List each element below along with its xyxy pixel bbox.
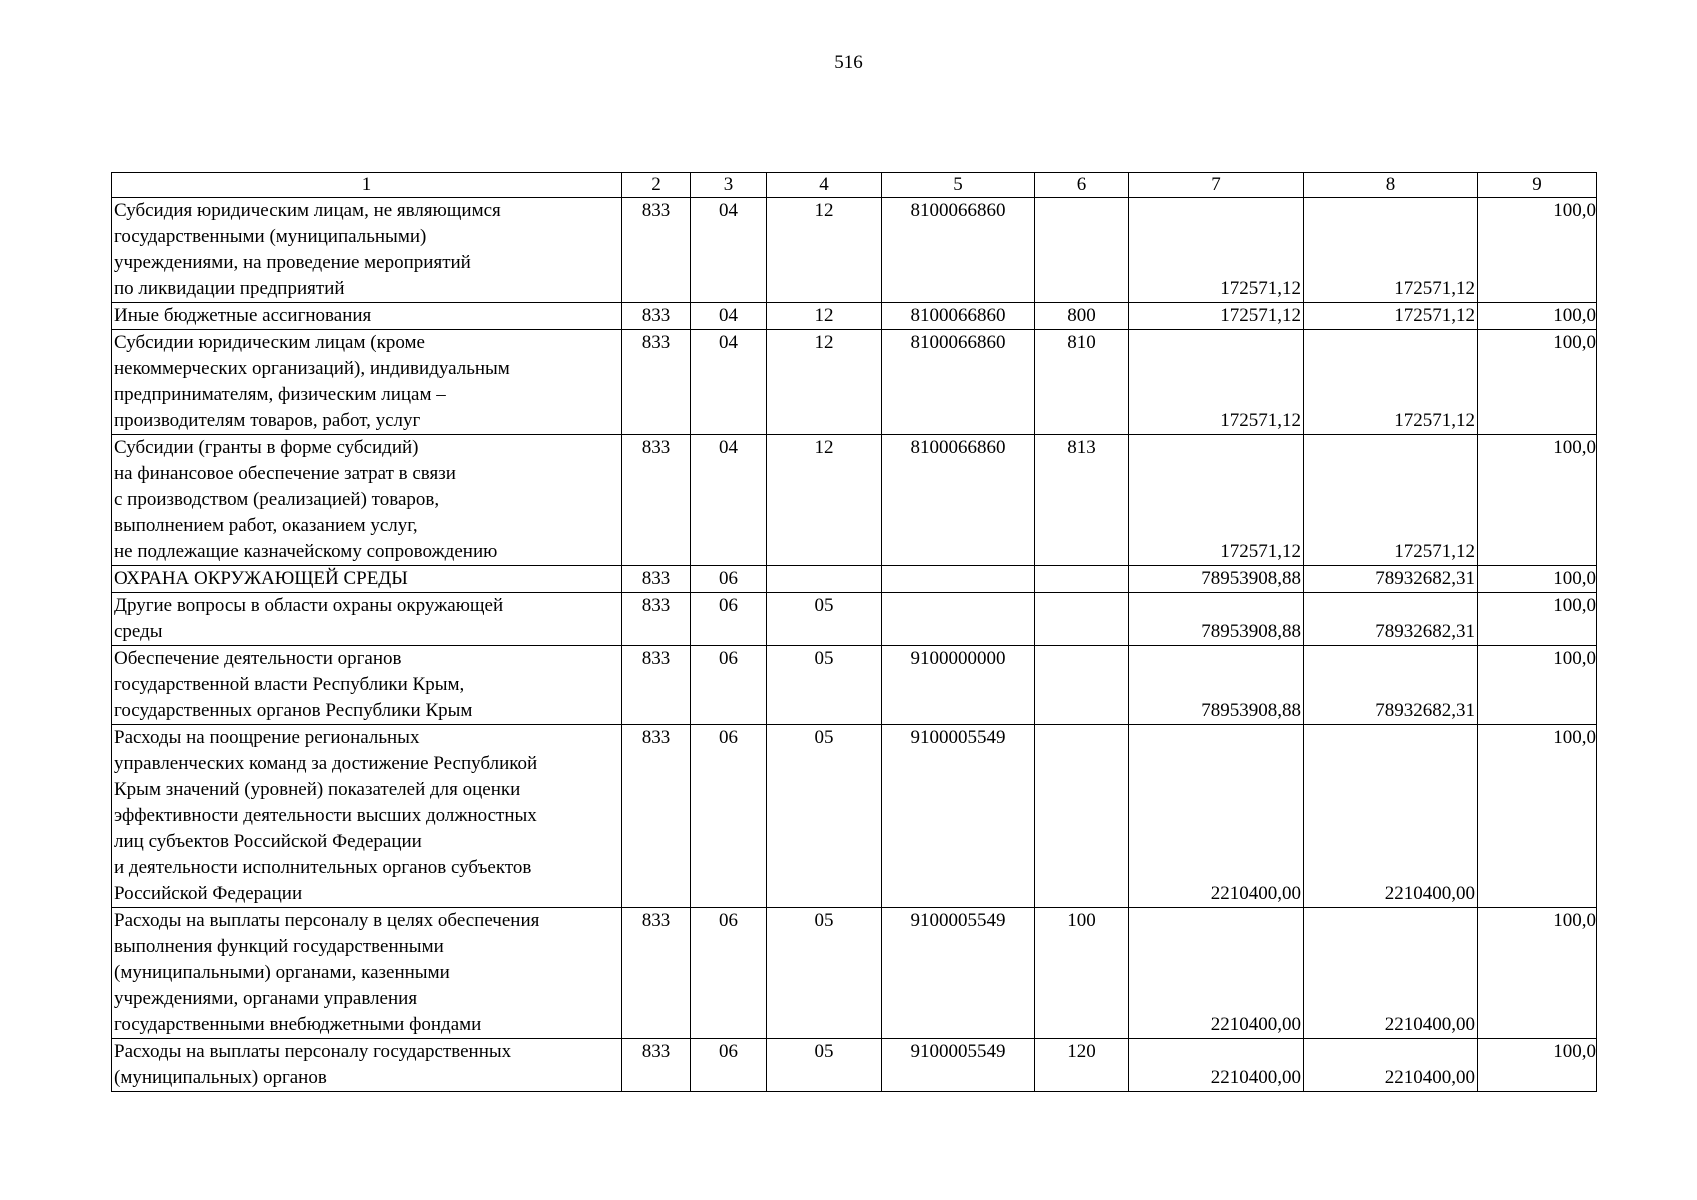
row-percent: 100,0	[1478, 303, 1597, 330]
row-grbs: 833	[622, 566, 691, 593]
table-row	[112, 330, 1597, 435]
table-row	[112, 303, 1597, 330]
row-grbs: 833	[622, 646, 691, 725]
row-vr: 813	[1035, 435, 1129, 566]
page-number: 516	[834, 52, 863, 73]
row-grbs: 833	[622, 593, 691, 646]
row-vr	[1035, 725, 1129, 908]
row-grbs: 833	[622, 435, 691, 566]
row-rz: 06	[691, 908, 767, 1039]
row-rz: 04	[691, 330, 767, 435]
header-cell: 8	[1304, 173, 1478, 198]
row-fact: 172571,12	[1304, 198, 1478, 303]
row-csr: 8100066860	[882, 435, 1035, 566]
row-percent: 100,0	[1478, 593, 1597, 646]
row-rz: 04	[691, 435, 767, 566]
table-row	[112, 725, 1597, 908]
row-vr	[1035, 646, 1129, 725]
header-cell: 6	[1035, 173, 1129, 198]
header-row	[112, 173, 1597, 198]
row-percent: 100,0	[1478, 435, 1597, 566]
row-name: Субсидии (гранты в форме субсидий) на финансовое обеспечение затрат в связи с производством (реализацией) товаров, выполнением работ, оказанием услуг, не подлежащие казначейскому сопровождению	[112, 435, 622, 566]
row-percent: 100,0	[1478, 1039, 1597, 1092]
row-csr: 9100005549	[882, 725, 1035, 908]
row-csr: 8100066860	[882, 303, 1035, 330]
row-fact: 172571,12	[1304, 303, 1478, 330]
row-plan: 2210400,00	[1129, 725, 1304, 908]
row-vr	[1035, 593, 1129, 646]
row-grbs: 833	[622, 908, 691, 1039]
row-name: Расходы на выплаты персоналу в целях обеспечения выполнения функций государственными (муниципальными) органами, казенными учреждениями, органами управления государственными внебюджетными фондами	[112, 908, 622, 1039]
row-percent: 100,0	[1478, 566, 1597, 593]
row-vr: 120	[1035, 1039, 1129, 1092]
row-csr	[882, 593, 1035, 646]
row-csr: 9100005549	[882, 1039, 1035, 1092]
budget-execution-table	[111, 172, 1597, 1092]
row-name: Расходы на поощрение региональных управленческих команд за достижение Республикой Крым значений (уровней) показателей для оценки эффективности деятельности высших должностных лиц субъектов Российской Федерации и деятельности исполнительных органов субъектов Российской Федерации	[112, 725, 622, 908]
table-row	[112, 646, 1597, 725]
row-plan: 78953908,88	[1129, 646, 1304, 725]
header-cell: 9	[1478, 173, 1597, 198]
row-rz: 06	[691, 1039, 767, 1092]
row-name: Другие вопросы в области охраны окружающей среды	[112, 593, 622, 646]
row-csr: 8100066860	[882, 330, 1035, 435]
row-vr: 810	[1035, 330, 1129, 435]
table-row	[112, 908, 1597, 1039]
row-pr: 12	[767, 435, 882, 566]
row-vr: 800	[1035, 303, 1129, 330]
row-rz: 04	[691, 198, 767, 303]
row-plan: 172571,12	[1129, 303, 1304, 330]
row-grbs: 833	[622, 725, 691, 908]
row-percent: 100,0	[1478, 330, 1597, 435]
row-fact: 172571,12	[1304, 435, 1478, 566]
row-plan: 2210400,00	[1129, 1039, 1304, 1092]
row-grbs: 833	[622, 330, 691, 435]
row-plan: 172571,12	[1129, 435, 1304, 566]
row-grbs: 833	[622, 198, 691, 303]
table-row	[112, 1039, 1597, 1092]
row-grbs: 833	[622, 1039, 691, 1092]
row-plan: 172571,12	[1129, 330, 1304, 435]
row-name: Расходы на выплаты персоналу государственных (муниципальных) органов	[112, 1039, 622, 1092]
row-pr: 05	[767, 908, 882, 1039]
row-plan: 172571,12	[1129, 198, 1304, 303]
row-fact: 2210400,00	[1304, 1039, 1478, 1092]
row-rz: 06	[691, 646, 767, 725]
row-rz: 06	[691, 566, 767, 593]
row-pr	[767, 566, 882, 593]
row-pr: 12	[767, 330, 882, 435]
row-percent: 100,0	[1478, 198, 1597, 303]
header-cell: 5	[882, 173, 1035, 198]
row-pr: 05	[767, 725, 882, 908]
row-csr: 8100066860	[882, 198, 1035, 303]
row-plan: 2210400,00	[1129, 908, 1304, 1039]
table-row	[112, 593, 1597, 646]
row-percent: 100,0	[1478, 908, 1597, 1039]
header-cell: 4	[767, 173, 882, 198]
row-pr: 05	[767, 593, 882, 646]
row-plan: 78953908,88	[1129, 593, 1304, 646]
row-vr	[1035, 198, 1129, 303]
row-name: Субсидия юридическим лицам, не являющимся государственными (муниципальными) учреждениями, на проведение мероприятий по ликвидации предприятий	[112, 198, 622, 303]
row-pr: 05	[767, 646, 882, 725]
row-csr: 9100000000	[882, 646, 1035, 725]
row-name: Иные бюджетные ассигнования	[112, 303, 622, 330]
header-cell: 2	[622, 173, 691, 198]
row-fact: 2210400,00	[1304, 908, 1478, 1039]
row-percent: 100,0	[1478, 646, 1597, 725]
row-name: Обеспечение деятельности органов государственной власти Республики Крым, государственных органов Республики Крым	[112, 646, 622, 725]
row-pr: 05	[767, 1039, 882, 1092]
row-fact: 78932682,31	[1304, 646, 1478, 725]
table-row	[112, 435, 1597, 566]
header-cell: 3	[691, 173, 767, 198]
row-pr: 12	[767, 198, 882, 303]
row-fact: 78932682,31	[1304, 566, 1478, 593]
row-grbs: 833	[622, 303, 691, 330]
row-csr	[882, 566, 1035, 593]
row-rz: 04	[691, 303, 767, 330]
row-fact: 172571,12	[1304, 330, 1478, 435]
table-row	[112, 198, 1597, 303]
row-name: ОХРАНА ОКРУЖАЮЩЕЙ СРЕДЫ	[112, 566, 622, 593]
table-row	[112, 566, 1597, 593]
header-cell: 1	[112, 173, 622, 198]
row-vr	[1035, 566, 1129, 593]
row-pr: 12	[767, 303, 882, 330]
row-name: Субсидии юридическим лицам (кроме некоммерческих организаций), индивидуальным предпринимателям, физическим лицам – производителям товаров, работ, услуг	[112, 330, 622, 435]
row-fact: 78932682,31	[1304, 593, 1478, 646]
row-percent: 100,0	[1478, 725, 1597, 908]
row-csr: 9100005549	[882, 908, 1035, 1039]
row-fact: 2210400,00	[1304, 725, 1478, 908]
row-rz: 06	[691, 593, 767, 646]
row-rz: 06	[691, 725, 767, 908]
row-vr: 100	[1035, 908, 1129, 1039]
header-cell: 7	[1129, 173, 1304, 198]
row-plan: 78953908,88	[1129, 566, 1304, 593]
